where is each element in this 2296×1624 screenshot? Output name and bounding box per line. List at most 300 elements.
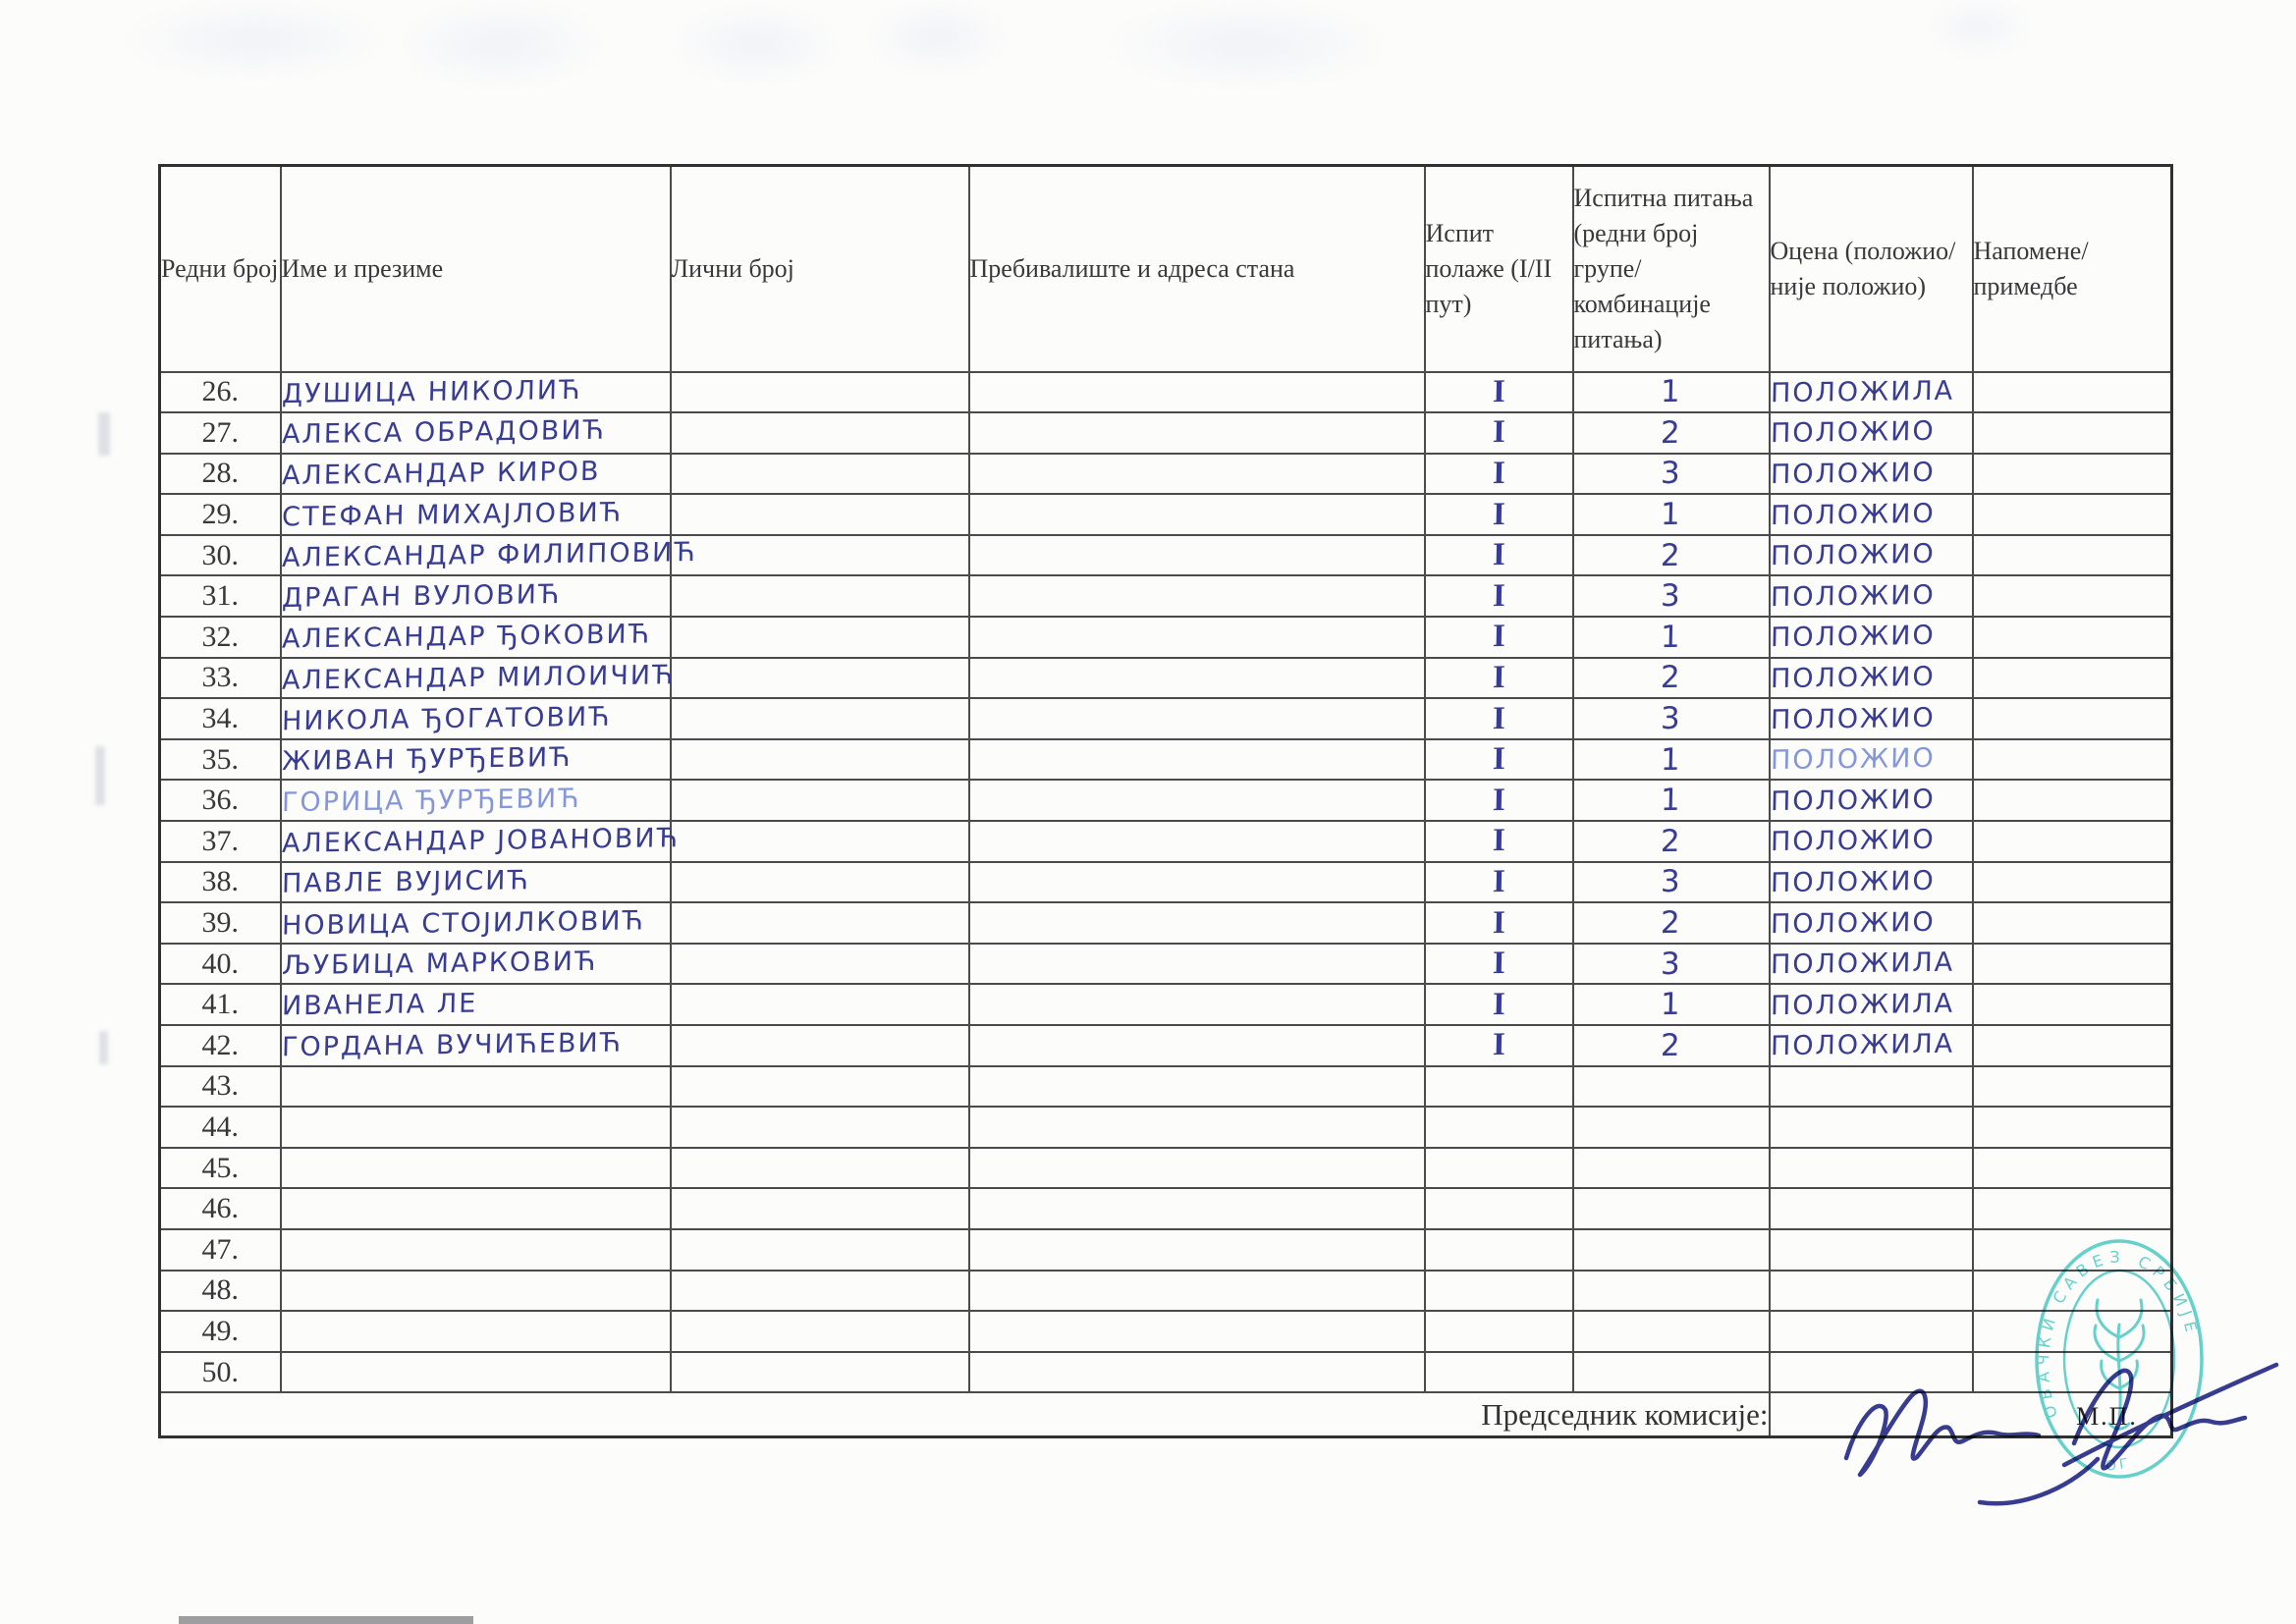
row-number-cell-value: 28. (201, 457, 239, 490)
question-group-cell (1573, 535, 1770, 576)
exam-roster-table (158, 164, 2173, 1438)
header-row (160, 166, 2172, 372)
row-number-cell (160, 1107, 281, 1148)
attempt-cell (1425, 617, 1573, 658)
personal-number-cell (671, 944, 969, 985)
grade-cell-value: ПОЛОЖИЛА (1770, 375, 1954, 409)
grade-cell (1770, 698, 1973, 739)
attempt-cell (1425, 1148, 1573, 1189)
col-header-label: Оцена (положио/ није положио) (1770, 236, 1956, 300)
name-cell-value: ГОРДАНА ВУЧИЋЕВИЋ (281, 1027, 623, 1063)
table-row (160, 1025, 2172, 1066)
address-cell (969, 862, 1425, 903)
name-cell-value: ИВАНЕЛА ЛЕ (281, 988, 478, 1022)
question-group-cell (1573, 1188, 1770, 1229)
row-number-cell-value: 34. (201, 702, 239, 735)
address-cell (969, 698, 1425, 739)
personal-number-cell (671, 1025, 969, 1066)
table-row (160, 698, 2172, 739)
attempt-cell (1425, 739, 1573, 781)
question-group-cell (1573, 1352, 1770, 1393)
attempt-cell (1425, 535, 1573, 576)
question-group-cell-value: 3 (1660, 700, 1682, 737)
address-cell (969, 1066, 1425, 1108)
attempt-cell-value: I (1492, 986, 1505, 1022)
question-group-cell-value: 2 (1660, 1027, 1682, 1063)
row-number-cell (160, 412, 281, 454)
notes-cell (1973, 984, 2172, 1025)
row-number-cell (160, 944, 281, 985)
name-cell-value: ЖИВАН ЂУРЂЕВИЋ (281, 742, 573, 778)
address-cell (969, 780, 1425, 821)
table-row (160, 658, 2172, 699)
notes-cell (1973, 575, 2172, 617)
personal-number-cell (671, 739, 969, 781)
table-row (160, 1066, 2172, 1108)
question-group-cell-value: 1 (1660, 783, 1682, 819)
name-cell-value: ГОРИЦА ЂУРЂЕВИЋ (281, 783, 581, 818)
question-group-cell (1573, 698, 1770, 739)
attempt-cell (1425, 821, 1573, 862)
address-cell (969, 617, 1425, 658)
question-group-cell (1573, 412, 1770, 454)
attempt-cell-value: I (1492, 496, 1505, 532)
name-cell (281, 944, 671, 985)
name-cell (281, 1066, 671, 1108)
attempt-cell (1425, 454, 1573, 495)
notes-cell (1973, 1148, 2172, 1189)
notes-cell (1973, 1188, 2172, 1229)
personal-number-cell (671, 780, 969, 821)
attempt-cell (1425, 984, 1573, 1025)
scan-artifact (668, 5, 845, 83)
notes-cell (1973, 1066, 2172, 1108)
name-cell (281, 1229, 671, 1271)
attempt-cell (1425, 902, 1573, 944)
name-cell-value: АЛЕКСАНДАР МИЛОИЧИЋ (281, 660, 676, 696)
question-group-cell-value: 3 (1660, 578, 1682, 615)
row-number-cell-value: 43. (201, 1069, 239, 1103)
address-cell (969, 412, 1425, 454)
row-number-cell (160, 535, 281, 576)
attempt-cell (1425, 780, 1573, 821)
row-number-cell (160, 575, 281, 617)
address-cell (969, 1188, 1425, 1229)
row-number-cell (160, 821, 281, 862)
notes-cell (1973, 412, 2172, 454)
col-header-label: Редни број (161, 253, 279, 283)
personal-number-cell (671, 698, 969, 739)
row-number-cell-value: 32. (201, 620, 239, 653)
attempt-cell-value: I (1492, 863, 1505, 900)
row-number-cell (160, 1229, 281, 1271)
notes-cell (1973, 780, 2172, 821)
row-number-cell-value: 47. (201, 1232, 239, 1266)
col-header-personal-number (671, 166, 969, 372)
name-cell (281, 862, 671, 903)
attempt-cell (1425, 862, 1573, 903)
address-cell (969, 1229, 1425, 1271)
question-group-cell (1573, 821, 1770, 862)
question-group-cell (1573, 1311, 1770, 1352)
question-group-cell-value: 2 (1660, 414, 1682, 452)
address-cell (969, 739, 1425, 781)
grade-cell (1770, 984, 1973, 1025)
row-number-cell-value: 44. (201, 1110, 239, 1143)
scan-artifact (864, 0, 1011, 74)
question-group-cell-value: 3 (1660, 456, 1682, 492)
col-header-address (969, 166, 1425, 372)
personal-number-cell (671, 372, 969, 413)
personal-number-cell (671, 617, 969, 658)
grade-cell-value: ПОЛОЖИО (1770, 457, 1936, 491)
row-number-cell (160, 984, 281, 1025)
question-group-cell-value: 3 (1660, 864, 1682, 900)
table-row (160, 535, 2172, 576)
attempt-cell-value: I (1492, 537, 1505, 573)
col-header-name (281, 166, 671, 372)
name-cell (281, 658, 676, 699)
attempt-cell (1425, 658, 1573, 699)
personal-number-cell (671, 454, 969, 495)
scan-artifact (393, 0, 609, 88)
table-row (160, 780, 2172, 821)
personal-number-cell (671, 1229, 969, 1271)
grade-cell (1770, 821, 1973, 862)
name-cell-value: НОВИЦА СТОЈИЛКОВИЋ (281, 904, 645, 942)
name-cell-value: ЉУБИЦА МАРКОВИЋ (281, 946, 597, 982)
notes-cell (1973, 372, 2172, 413)
personal-number-cell (671, 412, 969, 454)
row-number-cell-value: 36. (201, 784, 239, 817)
attempt-cell-value: I (1492, 741, 1505, 778)
row-number-cell (160, 862, 281, 903)
scan-artifact (99, 1031, 108, 1064)
grade-cell-value: ПОЛОЖИО (1770, 784, 1936, 817)
row-number-cell-value: 46. (201, 1192, 239, 1225)
attempt-cell-value: I (1492, 619, 1505, 655)
col-header-attempt (1425, 166, 1573, 372)
col-header-ordinal (160, 166, 281, 372)
grade-cell-value: ПОЛОЖИО (1770, 579, 1936, 613)
name-cell (281, 1311, 671, 1352)
scan-artifact (179, 1616, 473, 1624)
row-number-cell-value: 33. (201, 661, 239, 694)
table-row (160, 575, 2172, 617)
attempt-cell-value: I (1492, 904, 1505, 941)
name-cell (281, 780, 671, 821)
table-row (160, 944, 2172, 985)
row-number-cell-value: 37. (201, 824, 239, 857)
address-cell (969, 1107, 1425, 1148)
row-number-cell (160, 494, 281, 535)
notes-cell (1973, 821, 2172, 862)
row-number-cell (160, 1188, 281, 1229)
grade-cell (1770, 1229, 1973, 1271)
commission-chairman-label-cell (160, 1392, 1770, 1436)
name-cell (281, 902, 671, 944)
notes-cell (1973, 944, 2172, 985)
col-header-label: Име и презиме (281, 253, 444, 283)
name-cell (281, 412, 671, 454)
row-number-cell (160, 1311, 281, 1352)
grade-cell-value: ПОЛОЖИО (1770, 906, 1936, 940)
name-cell (281, 1188, 671, 1229)
attempt-cell-value: I (1492, 373, 1505, 409)
name-cell-value: АЛЕКСАНДАР ЂОКОВИЋ (281, 619, 651, 655)
row-number-cell (160, 739, 281, 781)
attempt-cell (1425, 1352, 1573, 1393)
row-number-cell-value: 49. (201, 1314, 239, 1347)
address-cell (969, 658, 1425, 699)
address-cell (969, 372, 1425, 413)
seal-place-mark: М.П. (2076, 1402, 2138, 1431)
table-row (160, 902, 2172, 944)
row-number-cell-value: 45. (201, 1151, 239, 1184)
row-number-cell (160, 658, 281, 699)
question-group-cell (1573, 944, 1770, 985)
question-group-cell-value: 1 (1660, 619, 1682, 656)
name-cell-value: АЛЕКСАНДАР КИРОВ (281, 456, 601, 492)
row-number-cell-value: 27. (201, 415, 239, 449)
notes-cell (1973, 1025, 2172, 1066)
grade-cell (1770, 658, 1973, 699)
grade-cell-value: ПОЛОЖИО (1770, 865, 1936, 899)
question-group-cell-value: 1 (1660, 374, 1682, 410)
commission-chairman-label: Председник комисије: (1481, 1396, 1769, 1432)
notes-cell (1973, 1107, 2172, 1148)
row-number-cell (160, 454, 281, 495)
personal-number-cell (671, 1188, 969, 1229)
attempt-cell (1425, 1311, 1573, 1352)
scan-artifact (98, 412, 110, 456)
question-group-cell (1573, 902, 1770, 944)
name-cell (281, 494, 671, 535)
scan-artifact (118, 0, 393, 79)
scan-artifact (1925, 0, 2033, 54)
name-cell (281, 454, 671, 495)
name-cell-value: ДРАГАН ВУЛОВИЋ (281, 578, 561, 614)
grade-cell (1770, 494, 1973, 535)
personal-number-cell (671, 1352, 969, 1393)
question-group-cell (1573, 1025, 1770, 1066)
personal-number-cell (671, 821, 969, 862)
address-cell (969, 1025, 1425, 1066)
grade-cell (1770, 1107, 1973, 1148)
grade-cell-value: ПОЛОЖИО (1770, 621, 1936, 654)
name-cell-value: НИКОЛА ЂОГАТОВИЋ (281, 701, 612, 736)
attempt-cell-value: I (1492, 659, 1505, 696)
row-number-cell (160, 1148, 281, 1189)
notes-cell (1973, 902, 2172, 944)
table-row (160, 617, 2172, 658)
row-number-cell-value: 39. (201, 906, 239, 940)
row-number-cell-value: 31. (201, 579, 239, 613)
attempt-cell (1425, 575, 1573, 617)
signature (1817, 1326, 2288, 1522)
name-cell (281, 984, 671, 1025)
name-cell (281, 698, 671, 739)
row-number-cell-value: 42. (201, 1028, 239, 1061)
grade-cell-value: ПОЛОЖИО (1770, 498, 1936, 531)
question-group-cell (1573, 658, 1770, 699)
stamp-ring-text: ОВАЧКИ САВЕЗ СРБИЈЕ (2033, 1247, 2203, 1421)
col-header-notes (1973, 166, 2172, 372)
personal-number-cell (671, 1311, 969, 1352)
row-number-cell (160, 617, 281, 658)
name-cell (281, 372, 671, 413)
personal-number-cell (671, 1148, 969, 1189)
attempt-cell-value: I (1492, 577, 1505, 614)
grade-cell (1770, 372, 1973, 413)
grade-cell-value: ПОЛОЖИО (1770, 661, 1936, 695)
stamp-bottom-text: ОГ (2105, 1455, 2132, 1475)
grade-cell (1770, 617, 1973, 658)
grade-cell (1770, 412, 1973, 454)
row-number-cell (160, 902, 281, 944)
personal-number-cell (671, 1107, 969, 1148)
grade-cell (1770, 1271, 1973, 1312)
address-cell (969, 454, 1425, 495)
table-row (160, 412, 2172, 454)
name-cell (281, 1148, 671, 1189)
attempt-cell (1425, 944, 1573, 985)
name-cell (281, 821, 680, 862)
table-row (160, 739, 2172, 781)
row-number-cell-value: 29. (201, 498, 239, 531)
row-number-cell-value: 50. (201, 1355, 239, 1388)
grade-cell-value: ПОЛОЖИЛА (1770, 1028, 1954, 1062)
table-row (160, 862, 2172, 903)
question-group-cell-value: 1 (1660, 741, 1682, 778)
grade-cell (1770, 944, 1973, 985)
col-header-label: Испитна питања (редни број групе/ комбинације питања) (1573, 184, 1754, 353)
roster-body (160, 372, 2172, 1393)
attempt-cell (1425, 1025, 1573, 1066)
name-cell (281, 617, 671, 658)
grade-cell (1770, 575, 1973, 617)
question-group-cell (1573, 617, 1770, 658)
notes-cell (1973, 617, 2172, 658)
name-cell-value: АЛЕКСАНДАР ЈОВАНОВИЋ (281, 823, 680, 860)
table-row (160, 984, 2172, 1025)
question-group-cell (1573, 1107, 1770, 1148)
attempt-cell-value: I (1492, 782, 1505, 818)
name-cell (281, 1352, 671, 1393)
grade-cell (1770, 902, 1973, 944)
row-number-cell (160, 698, 281, 739)
personal-number-cell (671, 658, 969, 699)
scan-artifact (1100, 0, 1394, 88)
row-number-cell-value: 30. (201, 538, 239, 571)
name-cell (281, 1107, 671, 1148)
row-number-cell (160, 1271, 281, 1312)
address-cell (969, 902, 1425, 944)
notes-cell (1973, 535, 2172, 576)
table-row (160, 1271, 2172, 1312)
row-number-cell-value: 26. (201, 375, 239, 408)
name-cell-value: АЛЕКСА ОБРАДОВИЋ (281, 415, 606, 451)
address-cell (969, 1148, 1425, 1189)
grade-cell-value: ПОЛОЖИО (1770, 538, 1936, 572)
col-header-label: Испит полаже (I/II пут) (1425, 218, 1553, 318)
grade-cell-value: ПОЛОЖИЛА (1770, 988, 1954, 1022)
grade-cell-value: ПОЛОЖИО (1770, 702, 1936, 735)
question-group-cell (1573, 575, 1770, 617)
attempt-cell-value: I (1492, 700, 1505, 736)
name-cell-value: ДУШИЦА НИКОЛИЋ (281, 374, 582, 409)
address-cell (969, 1271, 1425, 1312)
attempt-cell-value: I (1492, 1027, 1505, 1063)
table-row (160, 1188, 2172, 1229)
address-cell (969, 535, 1425, 576)
name-cell (281, 575, 671, 617)
attempt-cell-value: I (1492, 414, 1505, 451)
question-group-cell (1573, 1066, 1770, 1108)
personal-number-cell (671, 535, 969, 576)
row-number-cell (160, 1025, 281, 1066)
question-group-cell (1573, 739, 1770, 781)
grade-cell-value: ПОЛОЖИО (1770, 416, 1936, 450)
question-group-cell (1573, 780, 1770, 821)
attempt-cell (1425, 1066, 1573, 1108)
name-cell-value: ПАВЛЕ ВУЈИСИЋ (281, 865, 530, 899)
address-cell (969, 944, 1425, 985)
col-header-label: Напомене/ примедбе (1973, 236, 2089, 300)
personal-number-cell (671, 902, 969, 944)
name-cell-value: СТЕФАН МИХАЈЛОВИЋ (281, 497, 623, 533)
personal-number-cell (671, 862, 969, 903)
personal-number-cell (671, 1066, 969, 1108)
row-number-cell-value: 41. (201, 988, 239, 1021)
row-number-cell-value: 38. (201, 865, 239, 898)
col-header-grade (1770, 166, 1973, 372)
question-group-cell (1573, 1148, 1770, 1189)
attempt-cell (1425, 412, 1573, 454)
notes-cell (1973, 862, 2172, 903)
table-row (160, 1148, 2172, 1189)
col-header-question-group (1573, 166, 1770, 372)
grade-cell-value: ПОЛОЖИО (1770, 742, 1936, 777)
personal-number-cell (671, 984, 969, 1025)
table-row (160, 1229, 2172, 1271)
col-header-label: Лични број (671, 253, 794, 283)
grade-cell (1770, 780, 1973, 821)
question-group-cell-value: 2 (1660, 904, 1682, 942)
question-group-cell-value: 2 (1660, 660, 1682, 696)
grade-cell (1770, 1025, 1973, 1066)
personal-number-cell (671, 575, 969, 617)
table-row (160, 1107, 2172, 1148)
question-group-cell-value: 3 (1660, 946, 1682, 982)
question-group-cell-value: 1 (1660, 987, 1682, 1023)
attempt-cell (1425, 698, 1573, 739)
notes-cell (1973, 454, 2172, 495)
notes-cell (1973, 739, 2172, 781)
question-group-cell (1573, 372, 1770, 413)
grade-cell (1770, 1188, 1973, 1229)
grade-cell (1770, 739, 1973, 781)
name-cell-value: АЛЕКСАНДАР ФИЛИПОВИЋ (281, 537, 697, 574)
notes-cell (1973, 494, 2172, 535)
question-group-cell (1573, 1271, 1770, 1312)
address-cell (969, 575, 1425, 617)
table-row (160, 372, 2172, 413)
name-cell (281, 535, 697, 576)
question-group-cell (1573, 862, 1770, 903)
address-cell (969, 1352, 1425, 1393)
attempt-cell (1425, 1188, 1573, 1229)
